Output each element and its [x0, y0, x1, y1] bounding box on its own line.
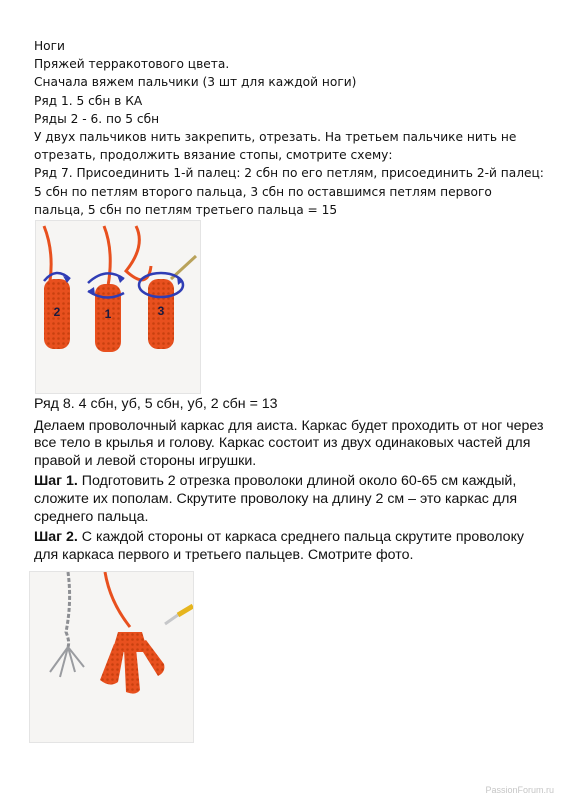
toes-photo [35, 220, 201, 394]
watermark: PassionForum.ru [485, 785, 554, 795]
step-2-text: С каждой стороны от каркаса среднего пальца скрутите проволоку для каркаса первого и третьего пальцев. Смотрите фото. [34, 529, 525, 563]
step-2-label: Шаг 2. [34, 529, 78, 546]
legs-instructions [34, 37, 544, 219]
row-8: Ряд 8. 4 сбн, уб, 5 сбн, уб, 2 сбн = 13 [34, 396, 278, 412]
step-2 [34, 529, 549, 564]
thread-note: У двух пальчиков нить закрепить, отрезать. На третьем пальчике нить не отрезать, продолжить вязание стопы, смотрите схему: [34, 130, 517, 163]
frame-photo [29, 571, 194, 743]
yarn-note: Пряжей терракотового цвета. [34, 57, 230, 72]
row-1: Ряд 1. 5 сбн в КА [34, 93, 143, 108]
step-1 [34, 473, 549, 526]
frame-intro: Делаем проволочный каркас для аиста. Каркас будет проходить от ног через все тело в крылья и голову. Каркас состоит из двух одинаковых частей для правой и левой стороны игрушки. [34, 417, 544, 469]
toe-label-2: 2 [53, 305, 61, 319]
step-1-label: Шаг 1. [34, 473, 78, 490]
toes-intro: Сначала вяжем пальчики (3 шт для каждой ноги) [34, 75, 357, 90]
step-1-text: Подготовить 2 отрезка проволоки длиной около 60-65 см каждый, сложите их пополам. Скрутите проволоку на длину 2 см – это каркас для среднего пальца. [34, 473, 518, 525]
toe-label-1: 1 [104, 307, 112, 321]
toe-label-3: 3 [157, 304, 165, 318]
row-7: Ряд 7. Присоединить 1-й палец: 2 сбн по его петлям, присоединить 2-й палец: 5 сбн по петлям второго пальца, 3 сбн по оставшимся петлям первого пальца, 5 сбн по петлям третьего пальца = 15 [34, 166, 544, 217]
section-heading: Ноги [34, 39, 65, 53]
frame-instructions [34, 396, 549, 564]
rows-2-6: Ряды 2 - 6. по 5 сбн [34, 111, 160, 126]
